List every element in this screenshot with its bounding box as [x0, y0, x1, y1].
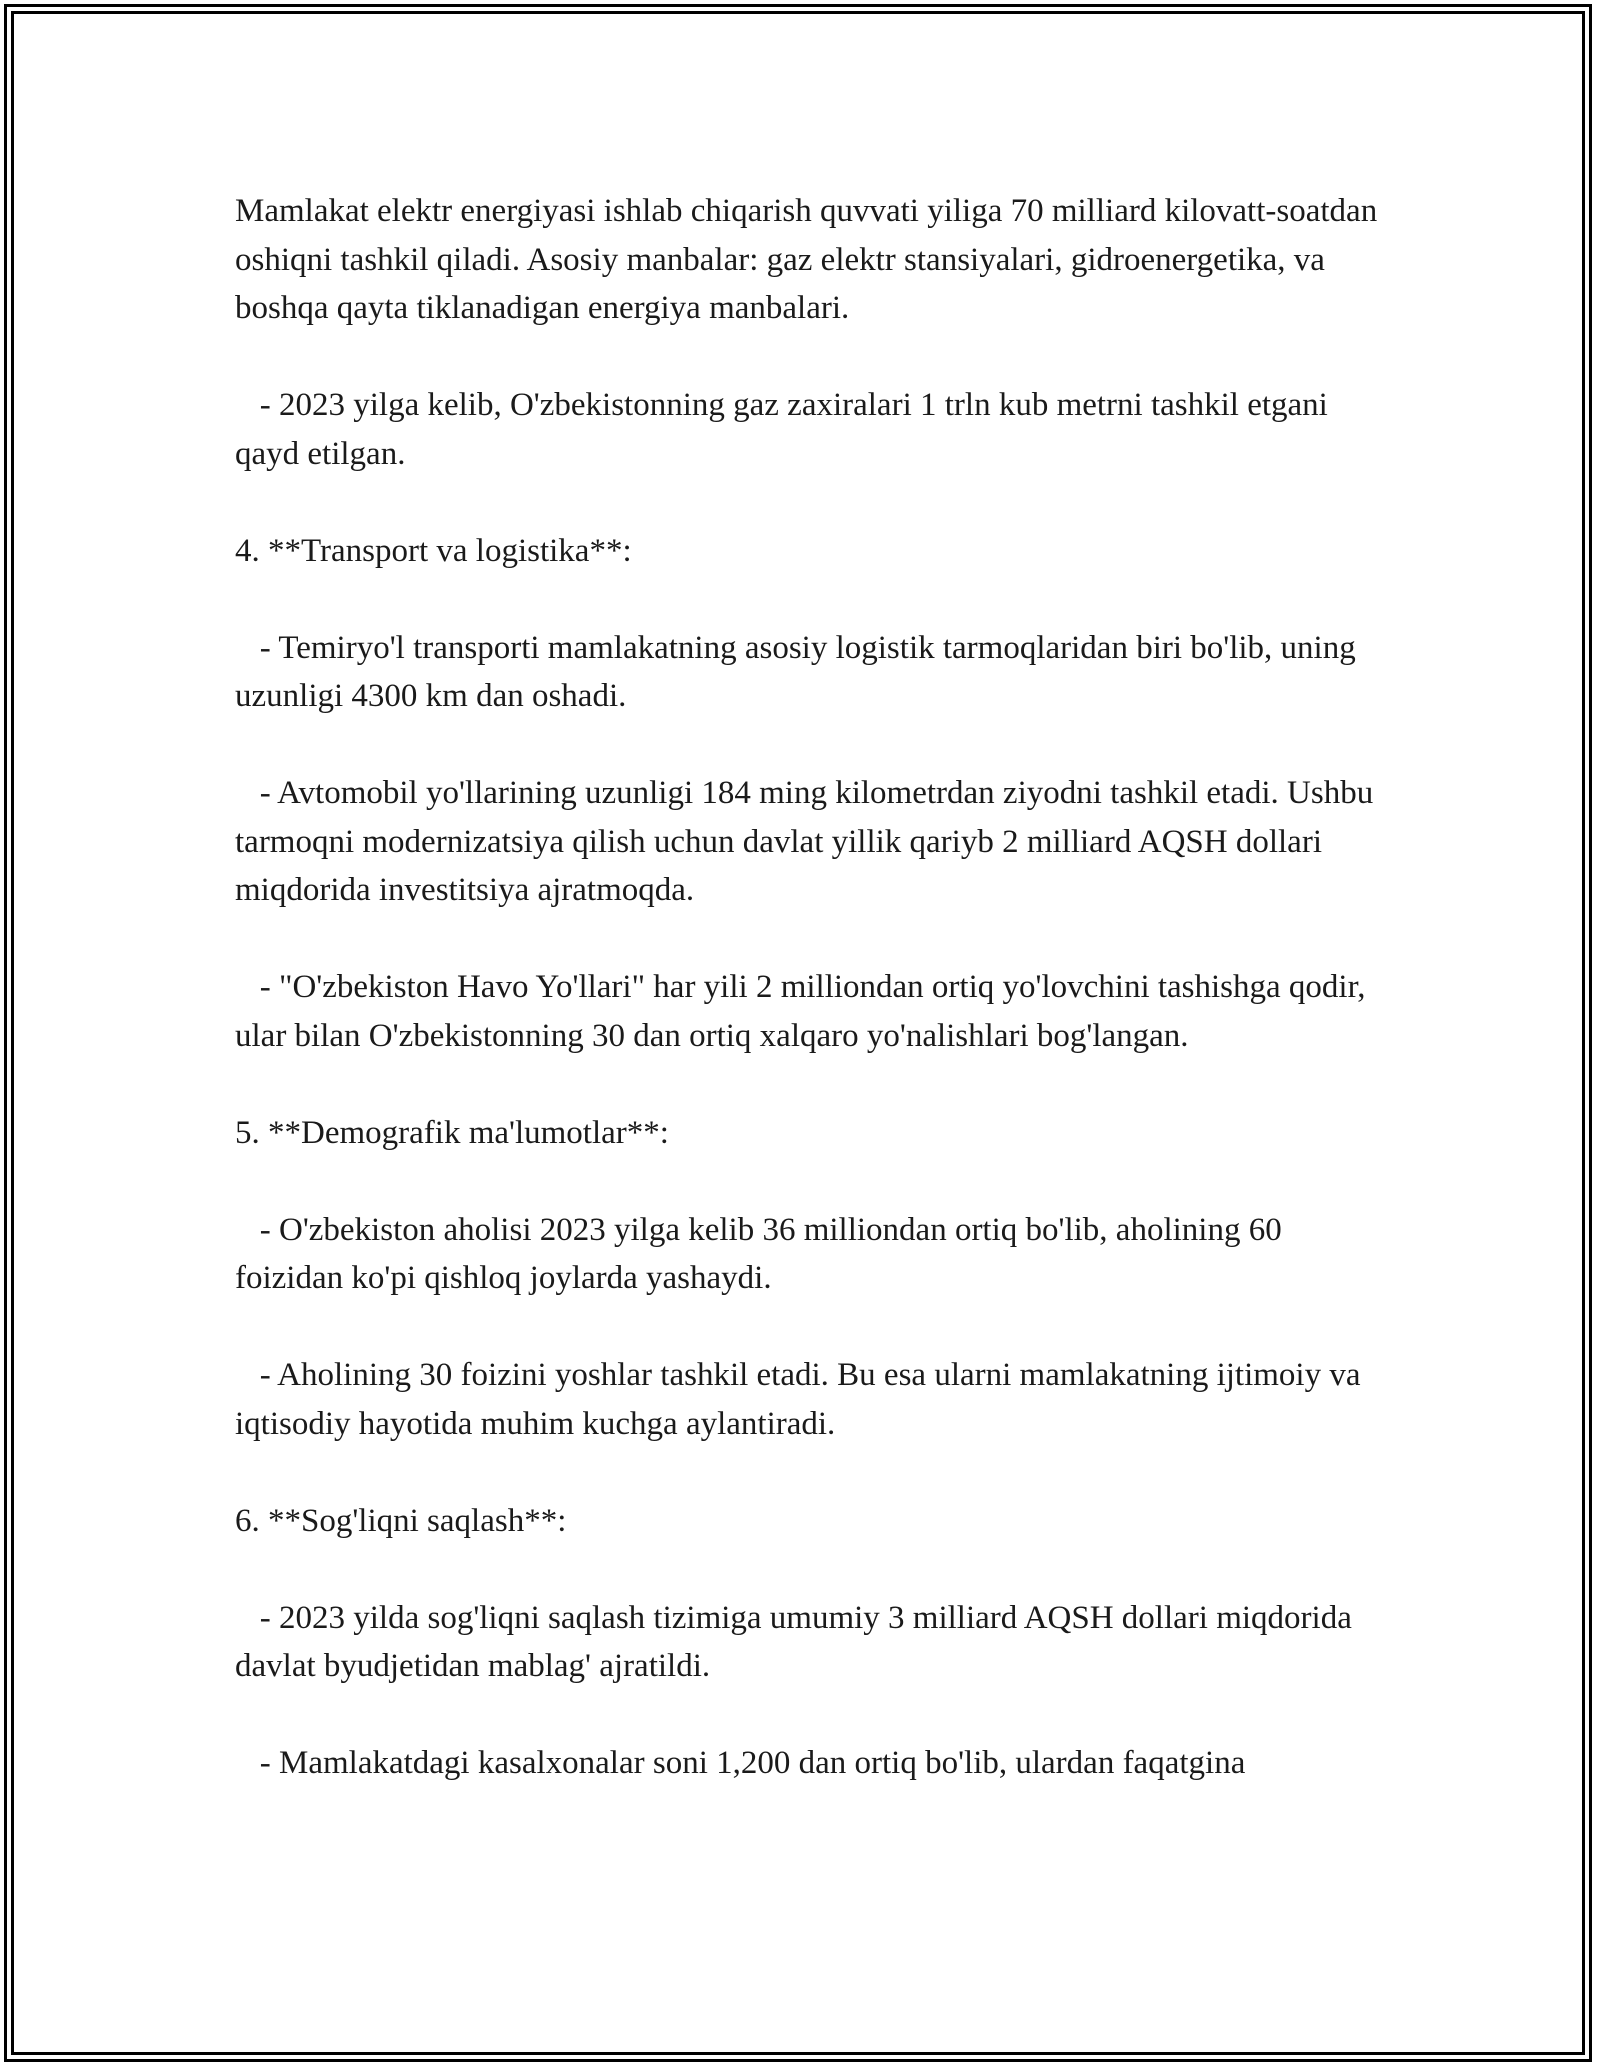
paragraph-youth: - Aholining 30 foizini yoshlar tashkil etadi. Bu esa ularni mamlakatning ijtimoiy va iqtisodiy hayotida muhim kuchga aylantiradi. [235, 1357, 1369, 1442]
paragraph-railway: - Temiryo'l transporti mamlakatning asosiy logistik tarmoqlaridan biri bo'lib, uning uzunligi 4300 km dan oshadi. [235, 629, 1364, 714]
paragraph-roads: - Avtomobil yo'llarining uzunligi 184 ming kilometrdan ziyodni tashkil etadi. Ushbu tarmoqni modernizatsiya qilish uchun davlat yillik qariyb 2 milliard AQSH dollari miqdorida investitsiya ajratmoqda. [235, 775, 1382, 908]
paragraph-gas-reserves: - 2023 yilga kelib, O'zbekistonning gaz zaxiralari 1 trln kub metrni tashkil etgani qayd etilgan. [235, 387, 1337, 472]
paragraph-hospitals: - Mamlakatdagi kasalxonalar soni 1,200 dan ortiq bo'lib, ulardan faqatgina [235, 1745, 1246, 1781]
paragraph-electricity: Mamlakat elektr energiyasi ishlab chiqarish quvvati yiliga 70 milliard kilovatt-soatdan oshiqni tashkil qiladi. Asosiy manbalar: gaz elektr stansiyalari, gidroenergetika, va boshqa qayta tiklanadigan energiya manbalari. [235, 193, 1386, 326]
section-heading-demography: 5. **Demografik ma'lumotlar**: [235, 1114, 669, 1151]
section-heading-transport: 4. **Transport va logistika**: [235, 532, 632, 569]
paragraph-airways: - "O'zbekiston Havo Yo'llari" har yili 2 milliondan ortiq yo'lovchini tashishga qodir, ular bilan O'zbekistonning 30 dan ortiq xalqaro yo'nalishlari bog'langan. [235, 969, 1374, 1054]
paragraph-health-budget: - 2023 yilda sog'liqni saqlash tizimiga umumiy 3 milliard AQSH dollari miqdorida davlat byudjetidan mablag' ajratildi. [235, 1599, 1361, 1684]
paragraph-population: - O'zbekiston aholisi 2023 yilga kelib 36 milliondan ortiq bo'lib, aholining 60 foizidan ko'pi qishloq joylarda yashaydi. [235, 1211, 1290, 1296]
document-body [235, 187, 1385, 1788]
section-heading-healthcare: 6. **Sog'liqni saqlash**: [235, 1502, 567, 1539]
